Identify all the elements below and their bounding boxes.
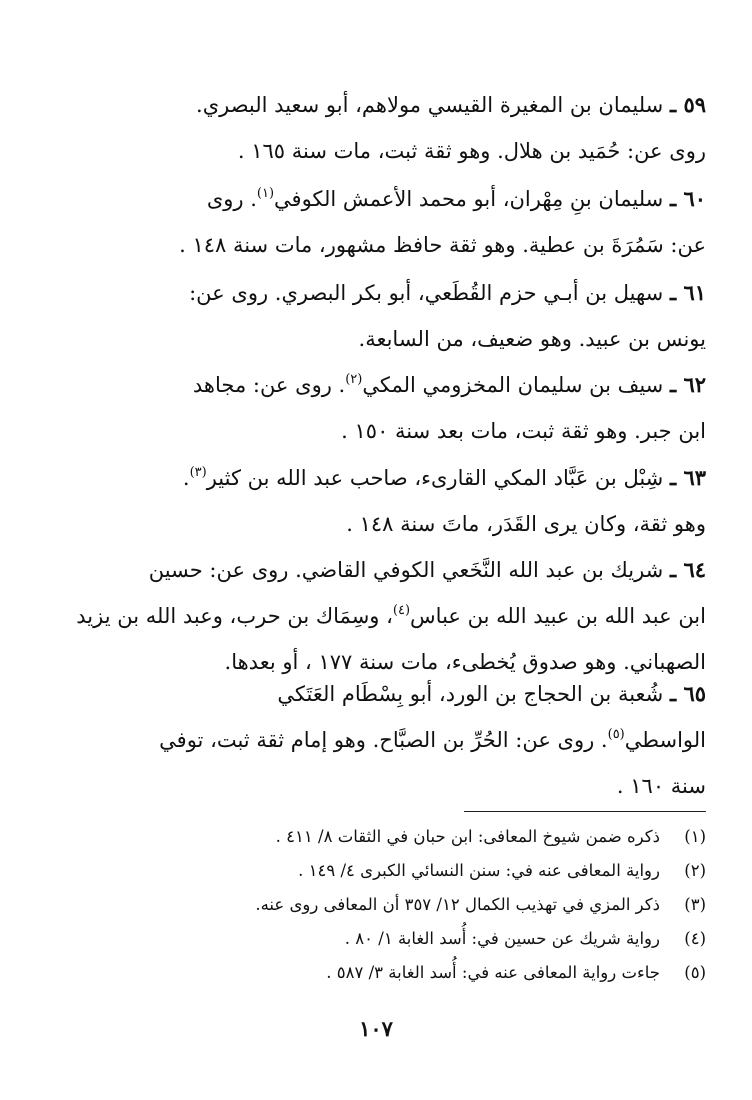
entry-text: يونس بن عبيد. وهو ضعيف، من السابعة.	[358, 327, 706, 351]
entry-number: ٥٩ ـ	[669, 92, 706, 117]
footnote-item	[66, 854, 706, 888]
entry-61	[66, 270, 706, 362]
footnote-item	[66, 922, 706, 956]
footnote-item	[66, 956, 706, 990]
footnote-label: (٣)	[684, 895, 706, 914]
entry-number: ٦٢ ـ	[669, 372, 706, 397]
entry-text: روى عن: حُمَيد بن هلال. وهو ثقة ثبت، مات سنة ١٦٥ .	[237, 139, 706, 163]
entry-text: عن: سَمُرَةَ بن عطية. وهو ثقة حافظ مشهور، مات سنة ١٤٨ .	[179, 233, 706, 257]
entry-number: ٦٠ ـ	[669, 186, 706, 211]
entry-63	[66, 455, 706, 547]
footnote-text: ذكر المزي في تهذيب الكمال ١٢/ ٣٥٧ أن المعافى روى عنه.	[255, 895, 660, 914]
footnote-marker[interactable]: (٤)	[392, 603, 411, 618]
entry-59	[66, 82, 706, 174]
entry-text: شِبْل بن عَبَّاد المكي القارىء، صاحب عبد الله بن كثير	[206, 466, 664, 490]
entry-number: ٦٤ ـ	[669, 557, 706, 582]
entry-60	[66, 176, 706, 268]
footnote-marker[interactable]: (٣)	[189, 465, 207, 480]
footnote-text: ذكره ضمن شيوخ المعافى: ابن حبان في الثقات ٨/ ٤١١ .	[275, 827, 660, 846]
footnote-text: جاءت رواية المعافى عنه في: أُسد الغابة ٣/ ٥٨٧ .	[326, 963, 660, 982]
footnote-marker[interactable]: (٥)	[607, 727, 625, 742]
entry-number: ٦٥ ـ	[669, 681, 706, 706]
footnote-label: (٥)	[684, 963, 706, 982]
entry-62	[66, 362, 706, 454]
footnotes-list	[66, 820, 706, 990]
footnote-label: (٤)	[684, 929, 706, 948]
footnote-item	[66, 820, 706, 854]
footnote-divider	[464, 811, 706, 812]
entry-text: الصهباني. وهو صدوق يُخطىء، مات سنة ١٧٧ ، أو بعدها.	[224, 650, 706, 674]
entry-text: سيف بن سليمان المخزومي المكي	[362, 373, 664, 397]
entry-text: .	[182, 466, 190, 490]
entry-text: . روى	[206, 187, 257, 211]
page-number: ١٠٧	[359, 1016, 393, 1041]
entry-text: ، وسِمَاك بن حرب، وعبد الله بن يزيد	[76, 604, 393, 628]
entry-text: . روى عن: مجاهد	[192, 373, 346, 397]
entry-text: سنة ١٦٠ .	[616, 774, 706, 798]
entry-text: . روى عن: الحُرِّ بن الصبَّاح. وهو إمام ثقة ثبت، توفي	[159, 728, 608, 752]
entry-text: سليمان بنِ مِهْران، أبو محمد الأعمش الكوفي	[274, 187, 664, 211]
footnote-marker[interactable]: (٢)	[345, 372, 363, 387]
footnote-label: (٢)	[684, 861, 706, 880]
footnote-item	[66, 888, 706, 922]
footnote-label: (١)	[684, 827, 706, 846]
entry-text: ابن عبد الله بن عبيد الله بن عباس	[410, 604, 706, 628]
entry-number: ٦١ ـ	[669, 280, 706, 305]
entry-64	[66, 547, 706, 685]
footnote-marker[interactable]: (١)	[256, 186, 275, 201]
entry-text: الواسطي	[624, 728, 706, 752]
entry-text: سهيل بن أبـي حزم القُطَعي، أبو بكر البصري. روى عن:	[189, 281, 664, 305]
entry-text: وهو ثقة، وكان يرى القَدَر، ماتَ سنة ١٤٨ .	[346, 512, 706, 536]
footnote-text: رواية المعافى عنه في: سنن النسائي الكبرى ٤/ ١٤٩ .	[298, 861, 660, 880]
entry-text: شُعبة بن الحجاج بن الورد، أبو بِسْطَام العَتَكي	[277, 682, 664, 706]
entry-text: ابن جبر. وهو ثقة ثبت، مات بعد سنة ١٥٠ .	[341, 419, 706, 443]
footnote-text: رواية شريك عن حسين في: أُسد الغابة ١/ ٨٠ .	[344, 929, 660, 948]
entry-65	[66, 671, 706, 809]
entry-text: سليمان بن المغيرة القيسي مولاهم، أبو سعيد البصري.	[196, 93, 664, 117]
entry-number: ٦٣ ـ	[669, 465, 706, 490]
entry-text: شريك بن عبد الله النَّخَعي الكوفي القاضي. روى عن: حسين	[148, 558, 664, 582]
